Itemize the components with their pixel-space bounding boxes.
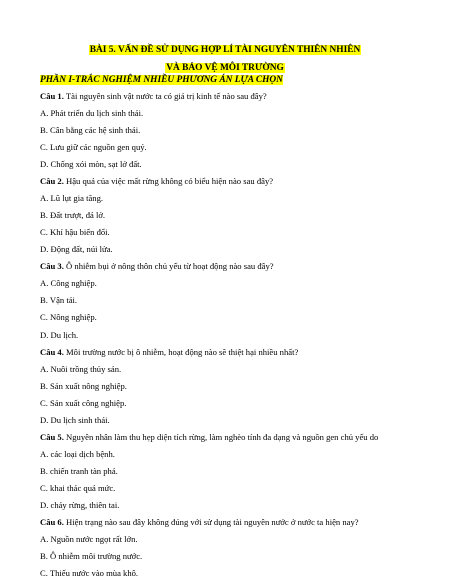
question-number: Câu 2. (40, 176, 64, 187)
part-heading (40, 74, 283, 86)
question-1 (40, 91, 267, 102)
question-3 (40, 261, 274, 272)
title-line-1-text: BÀI 5. VẤN ĐỀ SỬ DỤNG HỢP LÍ TÀI NGUYÊN THIÊN NHIÊN (89, 45, 361, 55)
question-text: Nguyên nhân làm thu hẹp diện tích rừng, làm nghèo tính đa dạng và nguồn gen chủ yếu do (63, 431, 379, 442)
answer-option: B. Ô nhiễm môi trường nước. (40, 550, 143, 561)
answer-option: A. Lũ lụt gia tăng. (40, 193, 104, 204)
answer-option: B. Sản xuất nông nghiệp. (40, 380, 127, 391)
answer-option: A. Nuôi trồng thủy sản. (40, 363, 122, 374)
answer-option: C. Lưu giữ các nguồn gen quý. (40, 142, 147, 153)
question-text: Tài nguyên sinh vật nước ta có giá trị kinh tế nào sau đây? (63, 91, 267, 101)
answer-option: B. Vận tải. (40, 295, 78, 306)
answer-option: C. Sản xuất công nghiệp. (40, 397, 127, 408)
answer-option: C. khai thác quá mức. (40, 482, 116, 493)
question-number: Câu 5. (40, 431, 64, 442)
answer-option: B. chiến tranh tàn phá. (40, 465, 118, 476)
question-number: Câu 1. (40, 91, 64, 101)
answer-option: C. Nông nghiệp. (40, 312, 97, 323)
document-title-line-1 (0, 44, 450, 56)
answer-option: A. Công nghiệp. (40, 278, 97, 289)
question-text: Hiện trạng nào sau đây không đúng với sử dụng tài nguyên nước ở nước ta hiện nay? (63, 516, 359, 527)
answer-option: B. Đất trượt, đá lở. (40, 210, 106, 221)
part-heading-text: PHẦN I-TRẮC NGHIỆM NHIỀU PHƯƠNG ÁN LỰA CHỌN (40, 75, 283, 85)
answer-option: C. Thiếu nước vào mùa khô. (40, 568, 139, 578)
question-text: Môi trường nước bị ô nhiễm, hoạt động nào sẽ thiệt hại nhiều nhất? (63, 346, 299, 357)
answer-option: D. cháy rừng, thiên tai. (40, 499, 120, 510)
question-4 (40, 347, 298, 358)
question-text: Ô nhiễm bụi ở nông thôn chủ yếu từ hoạt động nào sau đây? (63, 261, 274, 272)
answer-option: D. Động đất, núi lửa. (40, 244, 113, 255)
question-2 (40, 176, 273, 187)
answer-option: A. các loại dịch bệnh. (40, 448, 115, 459)
answer-option: B. Cân bằng các hệ sinh thái. (40, 125, 141, 136)
title-line-2-text: VÀ BẢO VỆ MÔI TRƯỜNG (166, 63, 284, 73)
answer-option: D. Du lịch. (40, 329, 79, 340)
question-text: Hậu quả của việc mất rừng không có biểu hiện nào sau đây? (63, 176, 274, 187)
question-5 (40, 432, 378, 443)
answer-option: C. Khí hậu biến đổi. (40, 227, 110, 238)
answer-option: A. Nguồn nước ngọt rất lớn. (40, 533, 138, 544)
question-number: Câu 6. (40, 516, 64, 527)
answer-option: A. Phát triển du lịch sinh thái. (40, 108, 144, 119)
question-6 (40, 517, 359, 528)
answer-option: D. Chống xói mòn, sạt lở đất. (40, 159, 142, 170)
question-number: Câu 3. (40, 261, 64, 272)
document-title-line-2 (0, 62, 450, 74)
question-number: Câu 4. (40, 346, 64, 357)
answer-option: D. Du lịch sinh thái. (40, 414, 110, 425)
